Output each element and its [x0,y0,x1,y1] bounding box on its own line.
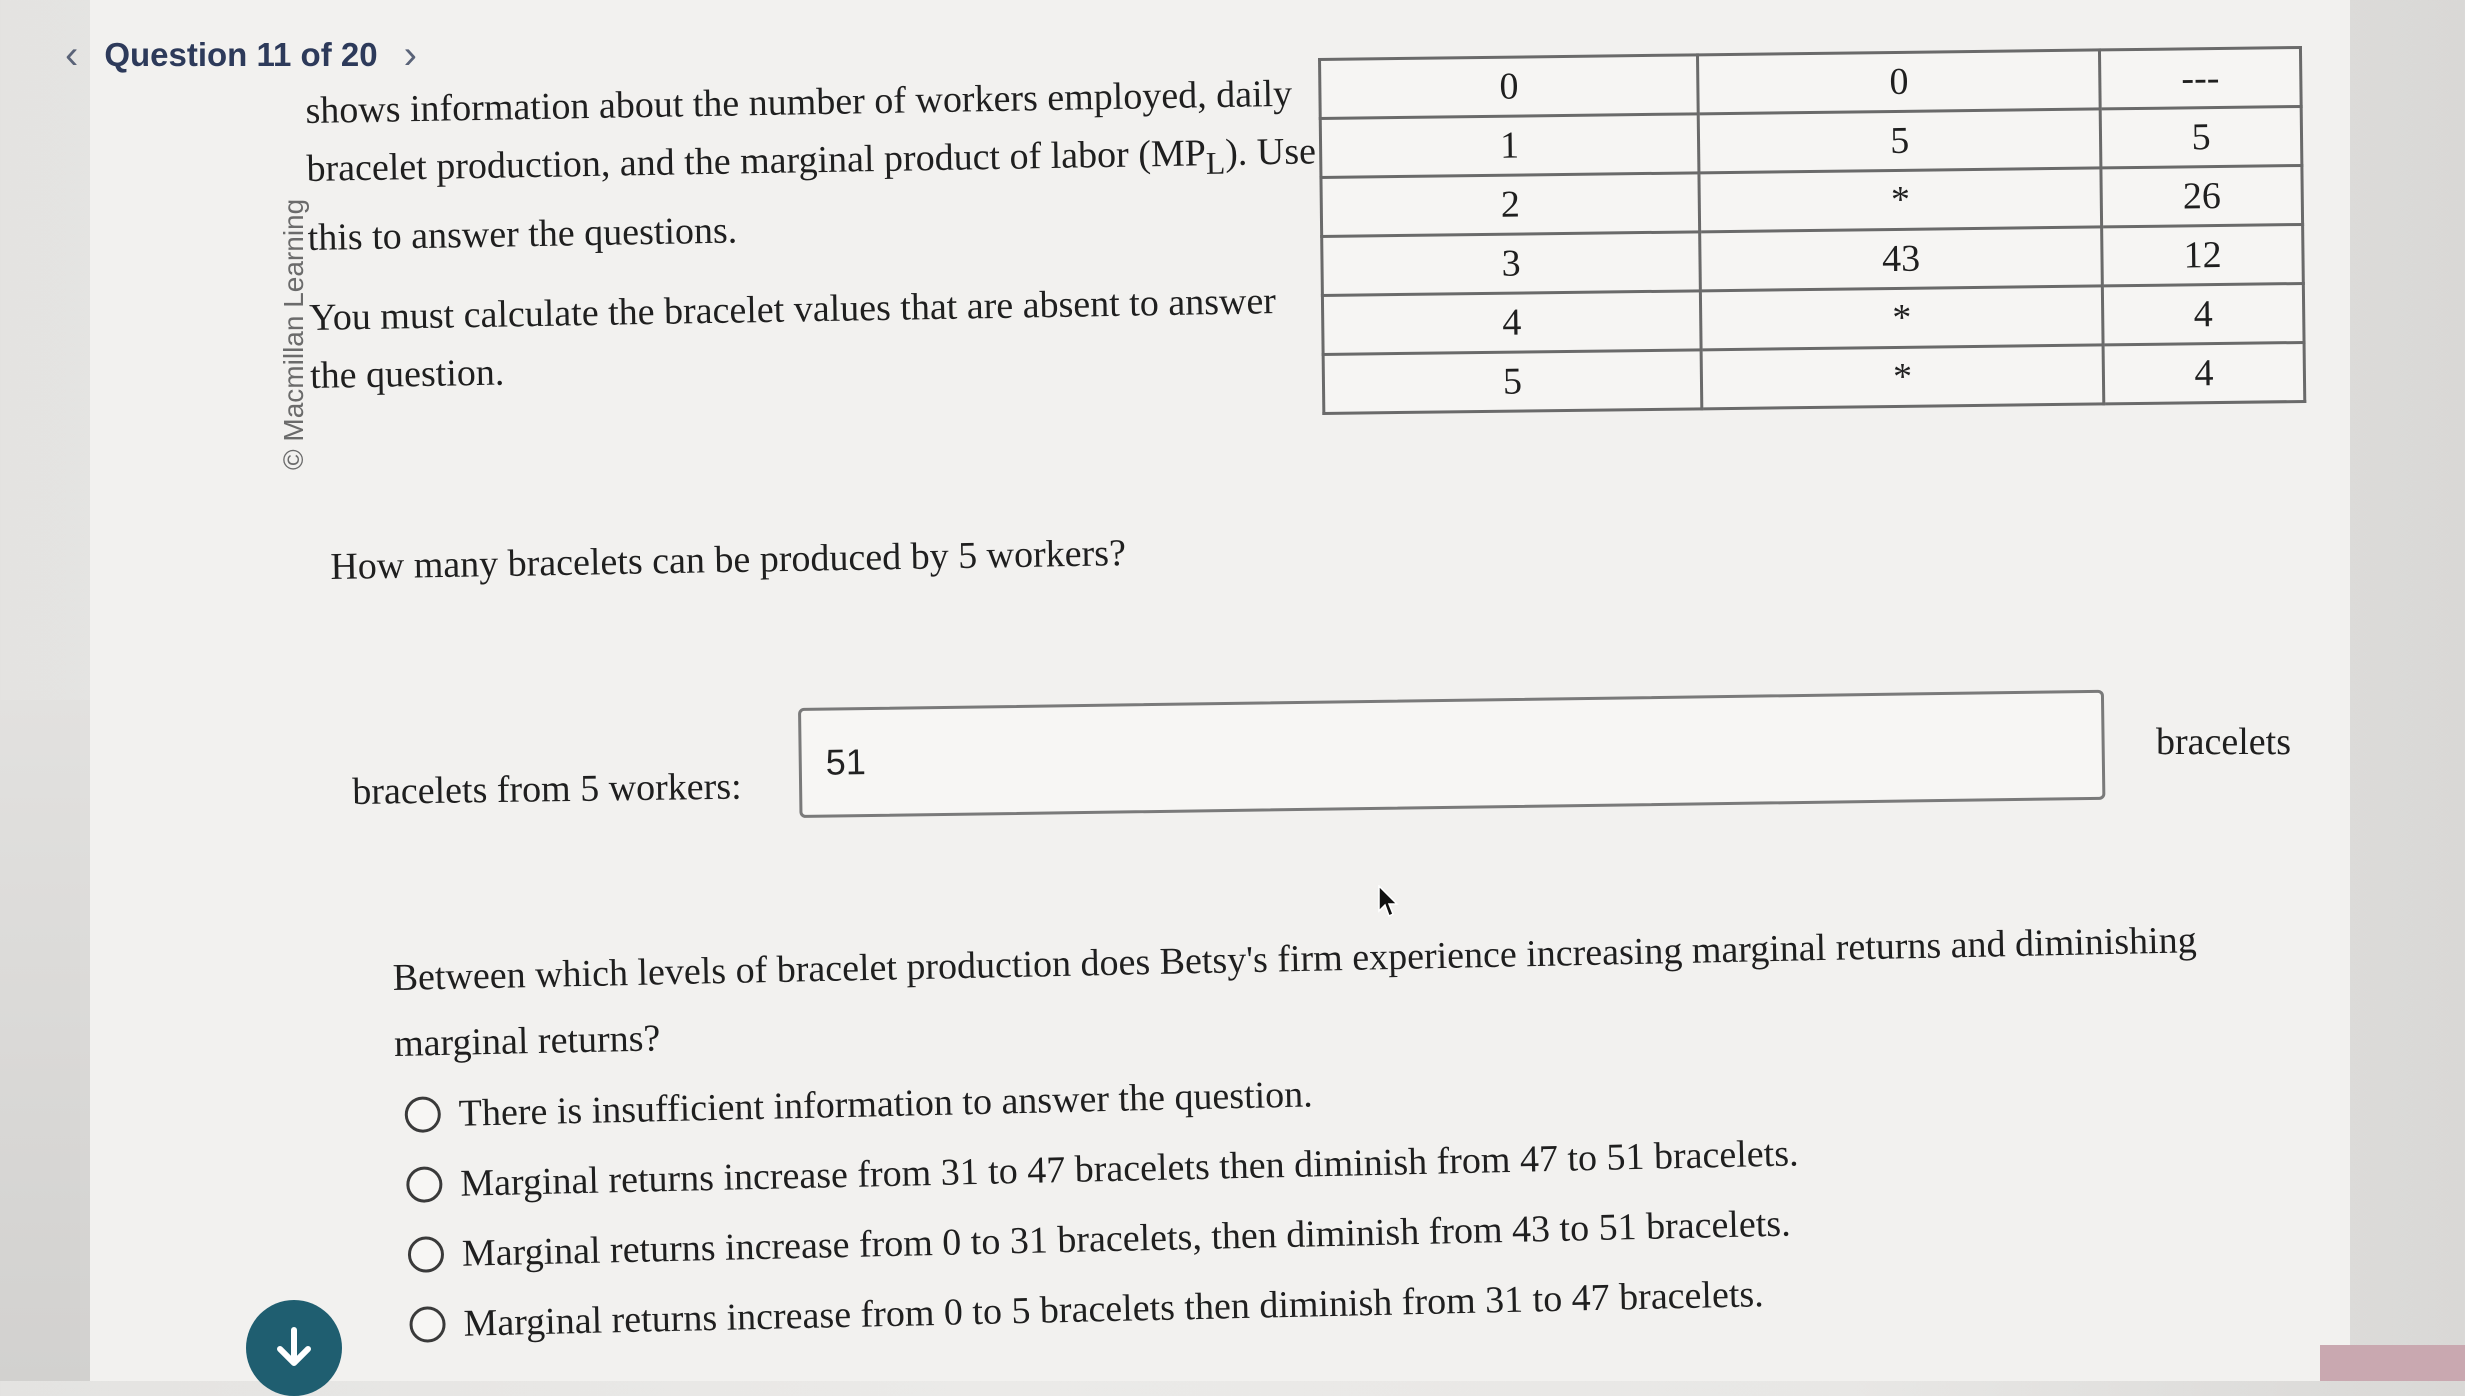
radio-button[interactable] [409,1306,446,1343]
option-label: Marginal returns increase from 0 to 31 bracelets, then diminish from 43 to 51 bracelets. [461,1202,1792,1275]
chevron-left-icon[interactable]: ‹ [65,32,79,77]
credit-text: © Macmillan Learning [278,198,309,470]
option-label: Marginal returns increase from 0 to 5 bracelets then diminish from 31 to 47 bracelets. [463,1273,1765,1345]
intro-text [305,64,1330,404]
mpl-cell: 26 [2101,165,2303,226]
answer-label: bracelets from 5 workers: [352,765,742,813]
chevron-right-icon[interactable]: › [403,32,417,77]
workers-cell: 4 [1322,291,1701,355]
bottom-edge-strip [2320,1345,2465,1381]
sidebar-shade [0,700,90,1381]
table-row [1323,342,2305,413]
workers-cell: 1 [1320,114,1699,178]
question-1-text: How many bracelets can be produced by 5 workers? [330,532,1127,588]
mpl-cell: 4 [2103,283,2305,344]
radio-button[interactable] [408,1236,445,1273]
answer-box [798,690,2105,818]
production-table [1318,46,2306,415]
intro-paragraph-2: You must calculate the bracelet values that are absent to answer the question. [308,279,1277,397]
workers-cell: 5 [1323,350,1702,414]
bracelets-cell: * [1699,168,2102,232]
mpl-cell: 4 [2103,342,2305,403]
answer-options [404,1048,1802,1360]
bracelets-cell: * [1700,286,2103,350]
question-nav [65,30,417,80]
mouse-cursor-icon [1378,885,1400,919]
radio-button[interactable] [404,1096,441,1133]
mpl-cell: 12 [2102,224,2304,285]
answer-unit: bracelets [2156,721,2292,763]
arrow-down-icon [270,1324,318,1372]
option-label: Marginal returns increase from 31 to 47 bracelets then diminish from 47 to 51 bracelets. [459,1132,1799,1205]
bracelets-cell: * [1701,345,2104,409]
radio-button[interactable] [406,1166,443,1203]
bracelets-answer-input[interactable] [823,724,2027,785]
workers-cell: 3 [1322,232,1701,296]
workers-cell: 0 [1320,55,1699,119]
mpl-cell: --- [2100,47,2302,108]
workers-cell: 2 [1321,173,1700,237]
bracelets-cell: 5 [1698,109,2101,173]
question-2-text: Between which levels of bracelet production does Betsy's firm experience increasing marginal returns and diminishing marginal returns? [392,919,2198,1065]
bracelets-cell: 0 [1698,50,2101,114]
scroll-down-button[interactable] [246,1300,342,1396]
question-counter: Question 11 of 20 [104,36,378,73]
option-label: There is insufficient information to answer the question. [458,1073,1314,1135]
mpl-cell: 5 [2100,106,2302,167]
intro-paragraph-1: shows information about the number of workers employed, daily bracelet production, and the marginal product of labor $(MP_L)$. Use this to answer the questions. [305,72,1317,259]
bracelets-cell: 43 [1700,227,2103,291]
